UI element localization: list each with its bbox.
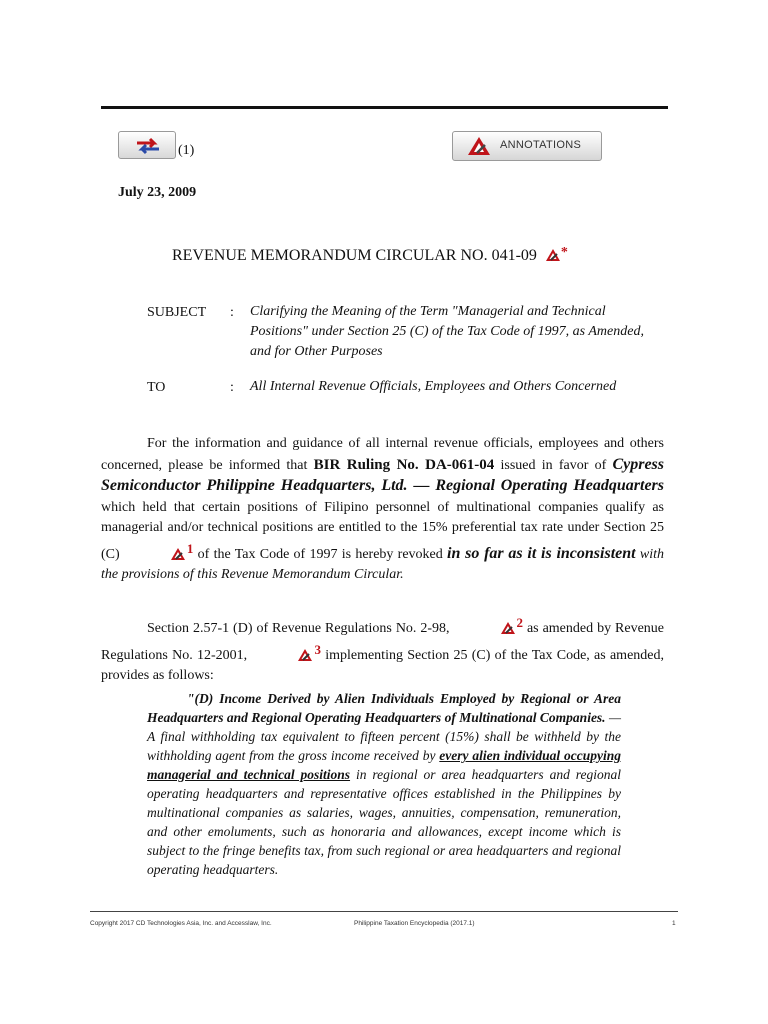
footnote-number-2: 2 <box>516 615 524 630</box>
annotation-marker-icon <box>545 248 561 262</box>
footer-page-number: 1 <box>672 920 676 927</box>
p1-text-4: of the Tax Code of 1997 is hereby revoked <box>193 546 448 562</box>
title-annotation-link[interactable] <box>545 245 568 267</box>
footer-publication: Philippine Taxation Encyclopedia (2017.1) <box>354 920 475 927</box>
annotations-label: ANNOTATIONS <box>500 139 582 151</box>
p1-text-2: issued in favor of <box>494 457 613 473</box>
annotations-button[interactable] <box>452 131 602 161</box>
p2-text-3: implementing Section 25 (C) of the Tax Code, as amended, provides as follows: <box>101 647 665 683</box>
company-name: Cypress Semiconductor Philippine Headquarters, Ltd. — Regional Operating Headquarters <box>101 455 665 494</box>
p2-text-2: as amended by Revenue Regulations No. 12-2001, <box>101 621 664 663</box>
block-quote <box>147 689 621 879</box>
subject-text: Clarifying the Meaning of the Term "Managerial and Technical Positions" under Section 25 (C) of the Tax Code of 1997, as Amended, and for Other Purposes <box>250 304 644 359</box>
reference-number: (1) <box>178 143 195 158</box>
p1-text-5: with the provisions of this Revenue Memorandum Circular. <box>101 546 664 582</box>
document-date: July 23, 2009 <box>118 185 197 200</box>
emphasis-inconsistent: in so far as it is inconsistent <box>447 544 636 562</box>
to-text: All Internal Revenue Officials, Employees and Others Concerned <box>250 379 617 394</box>
annotation-marker-icon <box>297 648 313 662</box>
ruling-reference: BIR Ruling No. DA-061-04 <box>313 456 495 473</box>
p2-text-1: Section 2.57-1 (D) of Revenue Regulations No. 2-98, <box>147 621 454 636</box>
quote-text-1: — A final withholding tax equivalent to fifteen percent (15%) shall be withheld by the withholding agent from the gross income received by <box>147 710 621 763</box>
annotation-link-2[interactable] <box>454 613 524 640</box>
quote-heading: "(D) Income Derived by Alien Individuals Employed by Regional or Area Headquarters and Regional Operating Headquarters of Multinational Companies. <box>147 691 621 725</box>
title-asterisk: * <box>560 245 568 260</box>
annotation-link-1[interactable] <box>124 539 194 566</box>
reference-toggle-button[interactable] <box>118 131 176 159</box>
annotation-marker-icon <box>500 621 516 635</box>
paragraph-1 <box>101 434 664 586</box>
to-colon: : <box>230 380 234 395</box>
footer-copyright: Copyright 2017 CD Technologies Asia, Inc. and Accesslaw, Inc. <box>90 920 272 927</box>
footer-rule <box>90 911 678 912</box>
p1-text-3: which held that certain positions of Filipino personnel of multinational companies qualify as managerial and/or technical positions are entitled to the 15% preferential tax rate under Section 25 (C) <box>101 499 664 562</box>
to-label: TO <box>147 380 166 395</box>
paragraph-2 <box>101 613 664 687</box>
subject-colon: : <box>230 305 234 320</box>
page-title <box>172 245 568 267</box>
subject-label: SUBJECT <box>147 305 207 320</box>
top-rule <box>101 106 668 109</box>
annotation-logo-icon <box>467 136 491 156</box>
annotation-link-3[interactable] <box>251 640 321 667</box>
footnote-number-3: 3 <box>314 641 321 657</box>
p1-text-1: For the information and guidance of all internal revenue officials, employees and others concerned, please be informed that <box>101 436 664 473</box>
quote-text-2: in regional or area headquarters and regional operating headquarters and representative offices established in the Philippines by multinational companies as salaries, wages, annuities, compensation, remuneration, and other emoluments, such as honoraria and allowances, except income which is subject to the fringe benefits tax, from such regional or area headquarters and regional operating headquarters. <box>147 767 621 877</box>
title-text: REVENUE MEMORANDUM CIRCULAR NO. 041-09 <box>172 247 537 264</box>
swap-arrows-icon <box>135 137 161 155</box>
footnote-number-1: 1 <box>186 540 194 556</box>
quote-underlined: every alien individual occupying managerial and technical positions <box>147 748 621 782</box>
annotation-marker-icon <box>170 547 186 561</box>
